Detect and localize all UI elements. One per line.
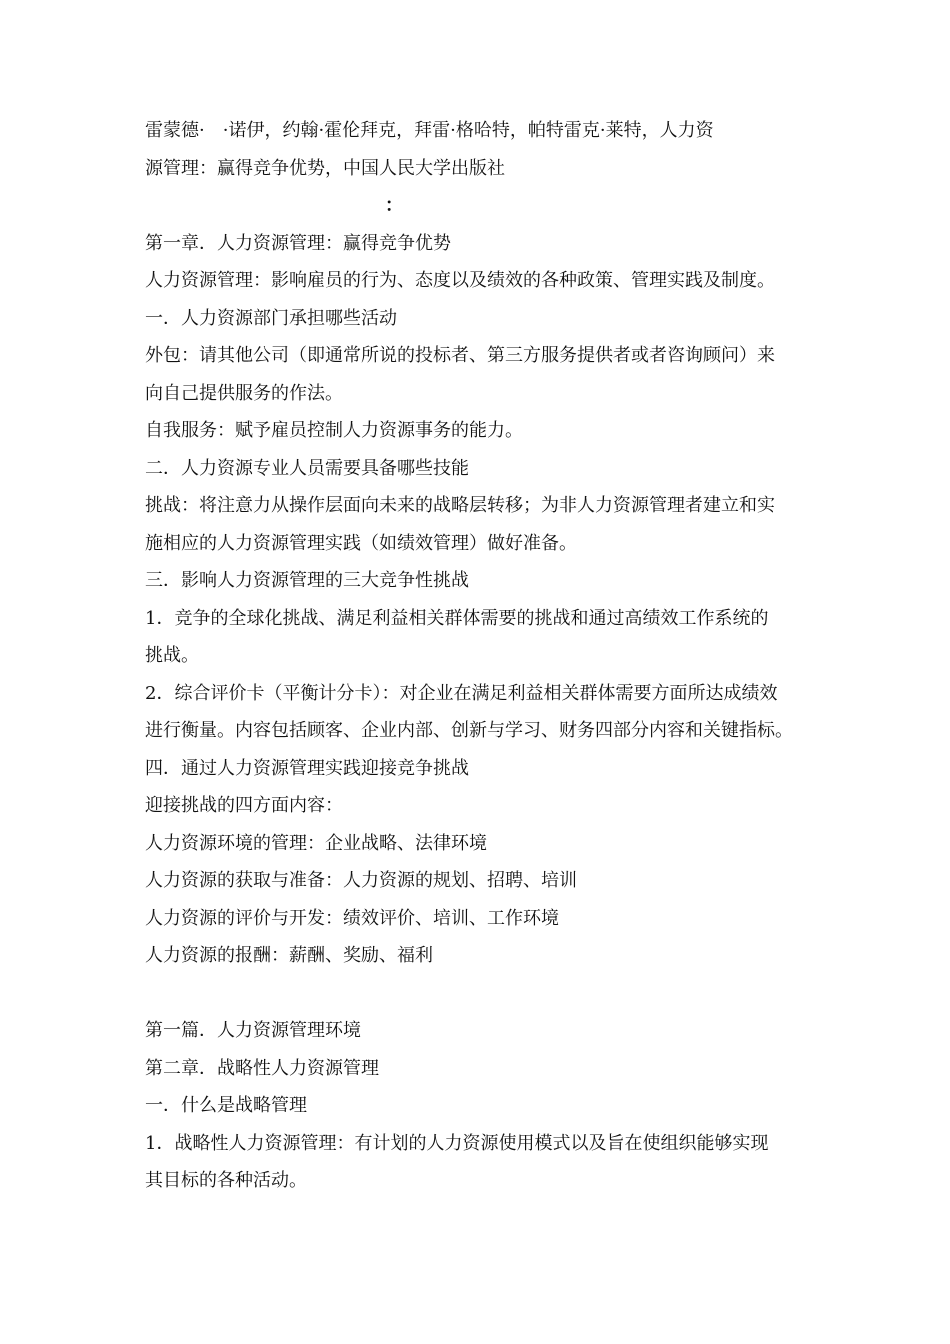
item-2-line-1: 2．综合评价卡（平衡计分卡）：对企业在满足利益相关群体需要方面所达成绩效 bbox=[145, 682, 778, 704]
section-2-heading: 二．人力资源专业人员需要具备哪些技能 bbox=[145, 457, 469, 479]
aspect-environment: 人力资源环境的管理：企业战略、法律环境 bbox=[145, 832, 487, 854]
blank-line bbox=[145, 975, 810, 1013]
reference-line-2: 源管理：赢得竞争优势，中国人民大学出版社 bbox=[145, 157, 505, 179]
aspect-evaluation: 人力资源的评价与开发：绩效评价、培训、工作环境 bbox=[145, 907, 559, 929]
reference-line-1: 雷蒙德· ·诺伊，约翰·霍伦拜克，拜雷·格哈特，帕特雷克·莱特，人力资 bbox=[145, 120, 714, 141]
document-page bbox=[145, 112, 810, 1200]
colon-mark: ： bbox=[385, 195, 403, 216]
aspect-acquisition: 人力资源的获取与准备：人力资源的规划、招聘、培训 bbox=[145, 870, 577, 891]
strategic-hrm-line-2: 其目标的各种活动。 bbox=[145, 1170, 307, 1191]
hrm-definition: 人力资源管理：影响雇员的行为、态度以及绩效的各种政策、管理实践及制度。 bbox=[145, 270, 775, 291]
aspect-compensation: 人力资源的报酬：薪酬、奖励、福利 bbox=[145, 945, 433, 966]
chapter-1-heading: 第一章．人力资源管理：赢得竞争优势 bbox=[145, 232, 451, 254]
item-1-line-2: 挑战。 bbox=[145, 645, 199, 666]
strategic-hrm-line-1: 1．战略性人力资源管理：有计划的人力资源使用模式以及旨在使组织能够实现 bbox=[145, 1132, 769, 1154]
challenge-line-2: 施相应的人力资源管理实践（如绩效管理）做好准备。 bbox=[145, 532, 577, 554]
chapter-2-section-1-heading: 一．什么是战略管理 bbox=[145, 1095, 307, 1116]
item-1-line-1: 1．竞争的全球化挑战、满足利益相关群体需要的挑战和通过高绩效工作系统的 bbox=[145, 607, 769, 629]
self-service-definition: 自我服务：赋予雇员控制人力资源事务的能力。 bbox=[145, 420, 523, 441]
outsourcing-line-1: 外包：请其他公司（即通常所说的投标者、第三方服务提供者或者咨询顾问）来 bbox=[145, 345, 775, 366]
chapter-2-heading: 第二章．战略性人力资源管理 bbox=[145, 1057, 379, 1079]
section-1-heading: 一．人力资源部门承担哪些活动 bbox=[145, 307, 397, 329]
four-aspects-intro: 迎接挑战的四方面内容： bbox=[145, 795, 343, 816]
item-2-line-2: 进行衡量。内容包括顾客、企业内部、创新与学习、财务四部分内容和关键指标。 bbox=[145, 720, 793, 741]
challenge-line-1: 挑战：将注意力从操作层面向未来的战略层转移；为非人力资源管理者建立和实 bbox=[145, 495, 775, 516]
outsourcing-line-2: 向自己提供服务的作法。 bbox=[145, 382, 343, 404]
part-1-heading: 第一篇．人力资源管理环境 bbox=[145, 1020, 361, 1041]
section-3-heading: 三．影响人力资源管理的三大竞争性挑战 bbox=[145, 570, 469, 591]
section-4-heading: 四．通过人力资源管理实践迎接竞争挑战 bbox=[145, 757, 469, 779]
